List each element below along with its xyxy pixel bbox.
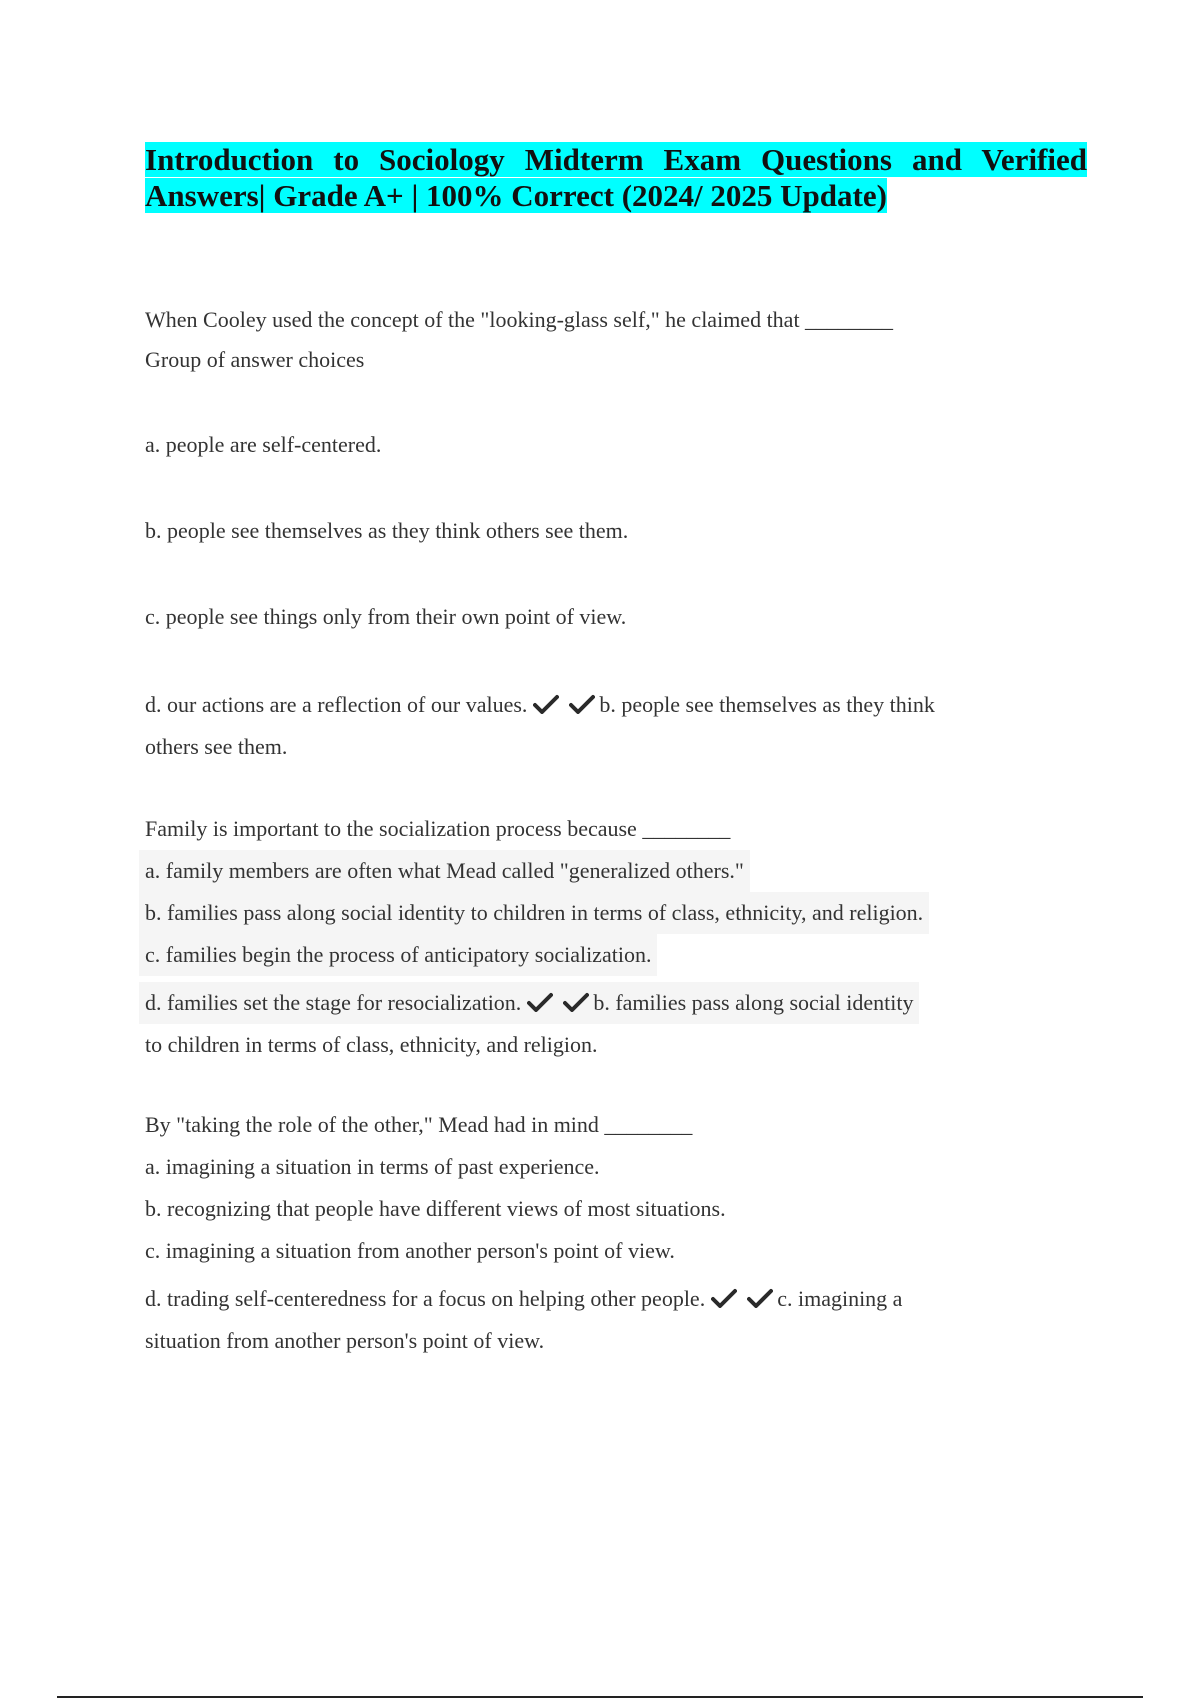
question-stem: Family is important to the socialization process because ________	[145, 816, 731, 841]
option-d-with-answer	[145, 1278, 1087, 1320]
question-stem: When Cooley used the concept of the "looking-glass self," he claimed that ________	[145, 307, 894, 332]
option-c: c. families begin the process of anticipatory socialization.	[145, 934, 1087, 976]
check-icon	[569, 694, 595, 714]
correct-answer-continued: to children in terms of class, ethnicity, and religion.	[145, 1032, 598, 1057]
check-icon	[747, 1288, 773, 1308]
option-b: b. recognizing that people have different views of most situations.	[145, 1196, 726, 1221]
correct-answer: c. imagining a	[777, 1286, 903, 1311]
option-d: d. families set the stage for resocialization.	[145, 990, 522, 1015]
question-subtitle: Group of answer choices	[145, 347, 365, 372]
option-d: d. our actions are a reflection of our values.	[145, 692, 528, 717]
option-a: a. imagining a situation in terms of past experience.	[145, 1154, 600, 1179]
option-a: a. people are self-centered.	[145, 432, 382, 457]
option-d-shade	[139, 982, 919, 1024]
option-b: b. families pass along social identity to children in terms of class, ethnicity, and religion.	[145, 892, 1087, 934]
option-c: c. people see things only from their own point of view.	[145, 604, 627, 629]
question-1	[145, 300, 1087, 768]
question-stem: By "taking the role of the other," Mead had in mind ________	[145, 1112, 693, 1137]
correct-answer: b. families pass along social identity	[593, 990, 914, 1015]
correct-answer: b. people see themselves as they think	[599, 692, 935, 717]
title-highlight: Introduction to Sociology Midterm Exam Questions and Verified Answers| Grade A+ | 100% Correct (2024/ 2025 Update)	[145, 142, 1087, 213]
option-a: a. family members are often what Mead called "generalized others."	[145, 850, 1087, 892]
check-icon	[711, 1288, 737, 1308]
option-c: c. imagining a situation from another person's point of view.	[145, 1238, 675, 1263]
option-d-with-answer	[145, 684, 1087, 726]
correct-answer-continued: situation from another person's point of view.	[145, 1328, 545, 1353]
option-d-with-answer	[145, 982, 1087, 1024]
document-title	[145, 142, 1087, 214]
correct-answer-continued: others see them.	[145, 734, 288, 759]
check-icon	[533, 694, 559, 714]
question-2	[145, 808, 1087, 1066]
question-3	[145, 1104, 1087, 1362]
document-page	[145, 142, 1087, 1362]
option-d: d. trading self-centeredness for a focus on helping other people.	[145, 1286, 706, 1311]
check-icon	[563, 992, 589, 1012]
check-icon	[527, 992, 553, 1012]
footer-rule	[57, 1696, 1143, 1698]
option-b: b. people see themselves as they think others see them.	[145, 518, 629, 543]
